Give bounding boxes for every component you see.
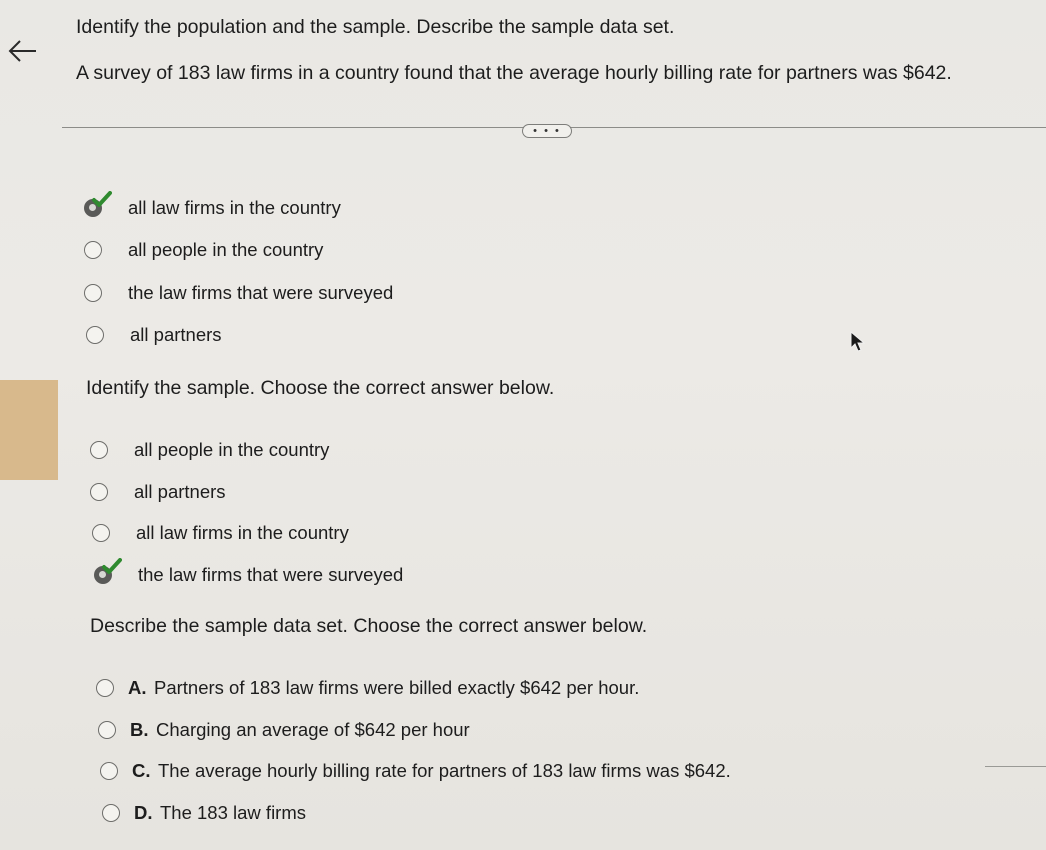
radio-button[interactable] [90,441,108,459]
question-stem: A survey of 183 law firms in a country found that the average hourly billing rate for partners was $642. [76,62,952,84]
population-option-1[interactable] [84,197,341,219]
option-label: all law firms in the country [136,522,349,543]
option-label: the law firms that were surveyed [138,564,404,585]
option-label: all law firms in the country [128,197,341,218]
radio-button[interactable] [84,241,102,259]
check-icon [92,191,112,209]
radio-button[interactable] [100,762,118,780]
sample-option-2[interactable] [90,481,226,503]
population-option-3[interactable] [84,282,393,304]
option-letter: C. [132,760,151,781]
data-set-option-c[interactable] [100,760,731,782]
radio-button[interactable] [98,721,116,739]
sample-question-title: Identify the sample. Choose the correct answer below. [86,377,555,399]
radio-button[interactable] [92,524,110,542]
option-label: The average hourly billing rate for partners of 183 law firms was $642. [158,760,731,781]
radio-button[interactable] [84,284,102,302]
option-label: all partners [134,481,226,502]
data-set-option-a[interactable] [96,677,639,699]
option-letter: B. [130,719,149,740]
radio-button[interactable] [86,326,104,344]
data-set-option-b[interactable] [98,719,470,741]
radio-button[interactable] [96,679,114,697]
back-arrow-icon[interactable] [6,34,40,68]
radio-button[interactable] [102,804,120,822]
sample-option-4[interactable] [94,564,403,586]
cursor-icon [849,330,867,352]
data-set-question-title: Describe the sample data set. Choose the correct answer below. [90,615,648,637]
option-letter: D. [134,802,153,823]
expand-button[interactable]: • • • [522,124,572,138]
option-label: The 183 law firms [160,802,306,823]
divider [985,766,1046,767]
radio-button[interactable] [90,483,108,501]
option-label: all people in the country [128,239,324,260]
option-label: all people in the country [134,439,330,460]
sample-option-3[interactable] [92,522,349,544]
option-label: all partners [130,324,222,345]
option-label: Charging an average of $642 per hour [156,719,470,740]
option-label: the law firms that were surveyed [128,282,394,303]
option-letter: A. [128,677,147,698]
question-prompt: Identify the population and the sample. Describe the sample data set. [76,16,675,38]
option-label: Partners of 183 law firms were billed exactly $642 per hour. [154,677,640,698]
data-set-option-d[interactable] [102,802,306,824]
side-tab [0,380,58,480]
sample-option-1[interactable] [90,439,329,461]
population-option-4[interactable] [86,324,222,346]
check-icon [102,558,122,576]
population-option-2[interactable] [84,239,323,261]
